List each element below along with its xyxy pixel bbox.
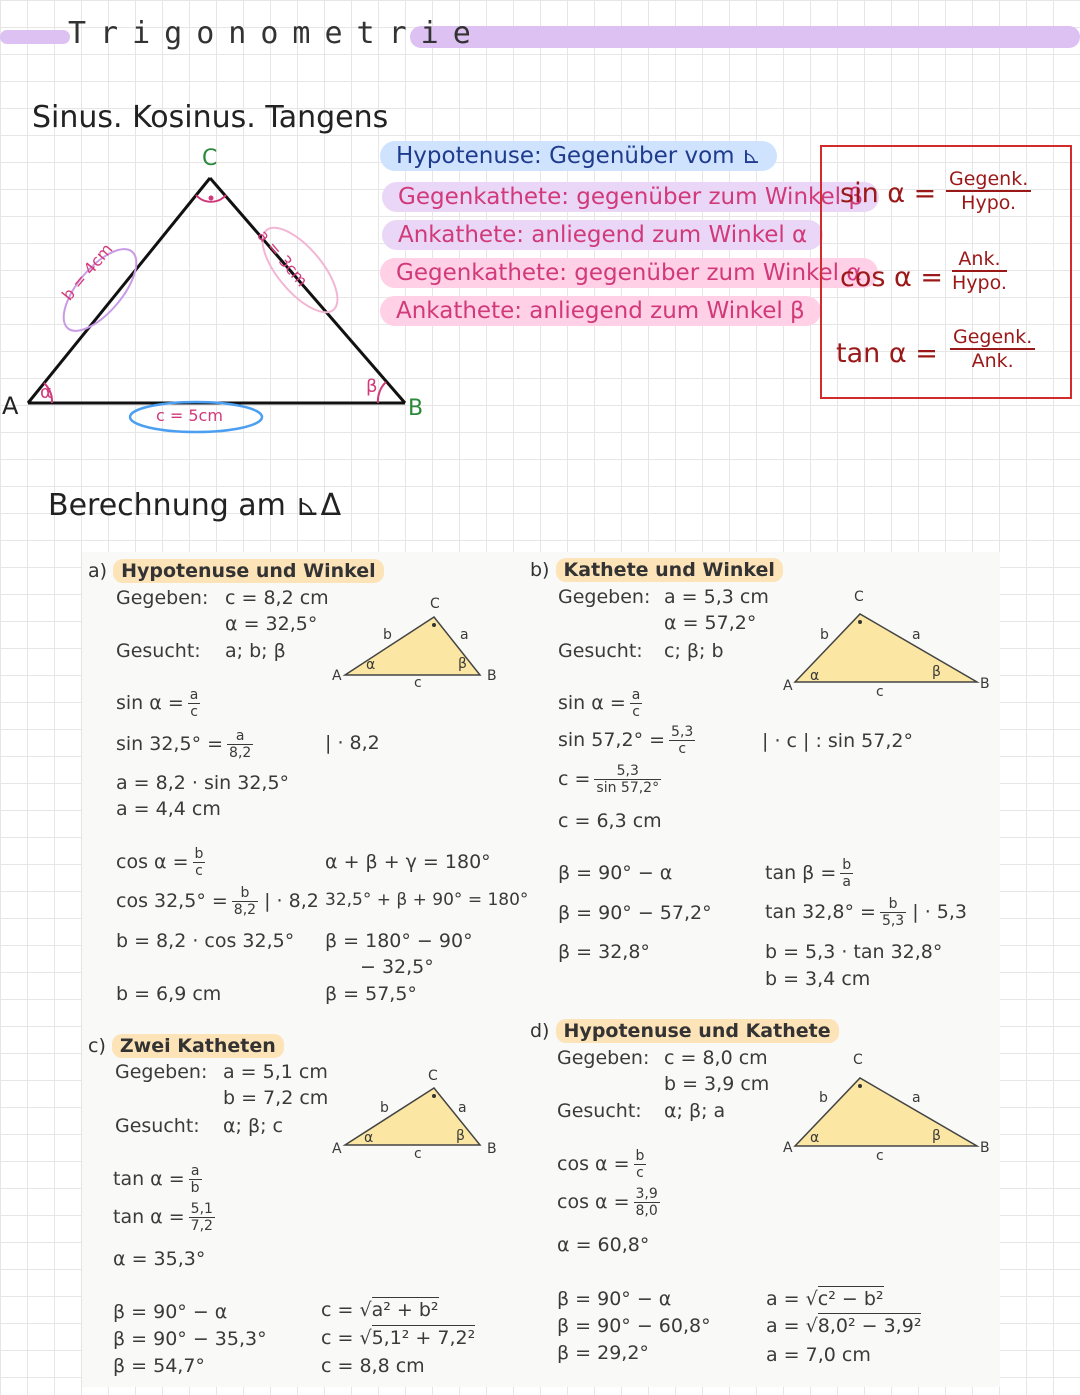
section-d-letter: d) [530, 1020, 550, 1042]
numerator: 5,1 [190, 1201, 213, 1217]
section-b-right-3: b = 5,3 · tan 32,8° [765, 941, 943, 963]
section-c-right-1-lhs: c = [321, 1299, 354, 1321]
denominator: 8,2 [229, 745, 252, 761]
section-d-right-2: a = √8,0² − 3,9² [766, 1315, 922, 1337]
fig-c-label-C: C [428, 1068, 438, 1084]
section-a-right-5: β = 57,5° [325, 983, 417, 1005]
sin-label: sin α = [840, 178, 937, 209]
sin-denominator: Hypo. [961, 192, 1017, 214]
section-a-line-7: b = 8,2 · cos 32,5° [116, 930, 295, 952]
fig-a-label-b: b [383, 627, 392, 643]
section-b-line-5: β = 90° − α [558, 862, 673, 884]
section-b-right-1-lhs: tan β = [765, 862, 837, 884]
vertex-c-label: C [202, 146, 218, 171]
section-b-right-1 [765, 857, 853, 890]
denominator: 8,2 [233, 902, 257, 918]
section-b-line-7: β = 32,8° [558, 941, 650, 963]
section-b-right-4: b = 3,4 cm [765, 968, 871, 990]
section-c-wanted: α; β; c [223, 1115, 283, 1137]
fig-a-label-A: A [332, 668, 342, 684]
tan-label: tan α = [836, 338, 938, 369]
section-d-right-1: a = √c² − b² [766, 1288, 884, 1310]
section-b-given-2: α = 57,2° [664, 612, 757, 634]
section-d-line-1-lhs: cos α = [557, 1153, 630, 1175]
section-b-line-1-lhs: sin α = [558, 692, 626, 714]
section-a-line-5 [116, 846, 205, 879]
section-d-line-6: β = 29,2° [557, 1342, 649, 1364]
vertex-a-label: A [2, 392, 19, 420]
section-c-line-2-lhs: tan α = [113, 1206, 185, 1228]
section-b-letter: b) [530, 559, 550, 581]
section-a-line-4: a = 4,4 cm [116, 798, 221, 820]
section-c-line-1-lhs: tan α = [113, 1168, 185, 1190]
section-c-given-1: a = 5,1 cm [223, 1061, 328, 1083]
fig-c-label-c: c [414, 1146, 422, 1162]
fig-b-label-C: C [854, 589, 864, 605]
section-d-line-2 [557, 1186, 660, 1219]
section-a-line-2 [116, 728, 253, 761]
section-c-right-1-radicand: a² + b² [371, 1299, 439, 1321]
section-c-line-5: β = 90° − 35,3° [113, 1328, 267, 1350]
denominator: 8,0 [635, 1203, 658, 1219]
section-d-line-3: α = 60,8° [557, 1234, 650, 1256]
section-b-line-1 [558, 687, 642, 720]
fig-d-label-B: B [980, 1140, 990, 1156]
section-a-right-3: β = 180° − 90° [325, 930, 473, 952]
section-d-line-5: β = 90° − 60,8° [557, 1315, 711, 1337]
calculation-title: Berechnung am ⊾Δ [48, 488, 342, 523]
numerator: 5,3 [671, 724, 694, 740]
denominator: a [842, 874, 851, 890]
angle-alpha-label: α [40, 382, 52, 403]
fig-a-label-beta: β [458, 656, 467, 672]
section-a-line-5-fraction [193, 846, 206, 879]
section-c-line-4: β = 90° − α [113, 1301, 228, 1323]
numerator: a [227, 728, 253, 745]
section-d-wanted-label: Gesucht: [557, 1100, 642, 1122]
section-d-line-2-lhs: cos α = [557, 1191, 630, 1213]
section-a-line-2-op: | · 8,2 [325, 732, 380, 754]
section-a-line-6-fraction [232, 885, 258, 918]
sin-numerator: Gegenk. [946, 168, 1031, 192]
title-highlight-right [410, 26, 1080, 48]
fig-b-label-B: B [980, 676, 990, 692]
section-a-given-1: c = 8,2 cm [225, 587, 329, 609]
section-c-letter: c) [88, 1035, 106, 1057]
fig-a-label-a: a [460, 627, 469, 643]
fig-d-label-b: b [819, 1090, 828, 1106]
side-b-label: b = 4cm [58, 239, 117, 305]
section-b-line-2-fraction [669, 724, 695, 757]
section-a-right-4: − 32,5° [360, 956, 434, 978]
section-d-heading [530, 1020, 839, 1042]
section-c-right-2: c = √5,1² + 7,2² [321, 1327, 476, 1349]
numerator: a [189, 687, 199, 703]
fig-d-label-alpha: α [810, 1130, 820, 1146]
triangle-figure-c [330, 1070, 505, 1155]
section-d-line-1-fraction [634, 1148, 647, 1181]
section-b-title: Kathete und Winkel [556, 558, 783, 582]
fig-c-label-b: b [380, 1100, 389, 1116]
section-b-line-2 [558, 724, 695, 757]
definition-gegenkathete-alpha: Gegenkathete: gegenüber zum Winkel α [380, 258, 878, 288]
section-b-right-2-lhs: tan 32,8° = [765, 901, 876, 923]
section-b-line-3 [558, 763, 661, 796]
section-b-given-label: Gegeben: [558, 586, 651, 608]
tan-fraction [950, 326, 1035, 372]
tan-numerator: Gegenk. [950, 326, 1035, 350]
section-b-heading [530, 559, 783, 581]
numerator: b [880, 896, 906, 913]
fig-c-label-a: a [458, 1100, 467, 1116]
fig-d-label-C: C [853, 1052, 863, 1068]
section-a-given-2: α = 32,5° [225, 613, 318, 635]
section-c-line-2 [113, 1201, 215, 1234]
section-d-title: Hypotenuse und Kathete [556, 1019, 839, 1043]
section-b-right-2 [765, 896, 967, 929]
section-b-wanted-label: Gesucht: [558, 640, 643, 662]
denominator: c [190, 704, 198, 720]
section-b-line-6: β = 90° − 57,2° [558, 902, 712, 924]
section-d-right-1-radicand: c² − b² [817, 1288, 884, 1310]
section-a-given-label: Gegeben: [116, 587, 209, 609]
fig-b-label-alpha: α [810, 668, 820, 684]
definition-ankathete-alpha: Ankathete: anliegend zum Winkel α [382, 220, 823, 250]
section-c-right-3: c = 8,8 cm [321, 1355, 425, 1377]
definition-gegenkathete-beta: Gegenkathete: gegenüber zum Winkel β [382, 182, 879, 212]
section-b-line-3-lhs: c = [558, 768, 591, 790]
fig-a-label-c: c [414, 675, 422, 691]
section-b-line-4: c = 6,3 cm [558, 810, 662, 832]
section-c-line-2-fraction [189, 1201, 215, 1234]
section-a-line-1-fraction [188, 687, 201, 720]
section-a-line-6-op: | · 8,2 [264, 890, 319, 912]
section-a-line-8: b = 6,9 cm [116, 983, 222, 1005]
fig-b-label-A: A [783, 678, 793, 694]
section-a-title: Hypotenuse und Winkel [113, 559, 384, 583]
section-a-line-3: a = 8,2 · sin 32,5° [116, 772, 290, 794]
section-b-right-1-fraction [840, 857, 853, 890]
tan-denominator: Ank. [971, 350, 1014, 372]
fig-b-label-c: c [876, 684, 884, 700]
section-d-line-2-fraction [634, 1186, 660, 1219]
section-c-title: Zwei Katheten [112, 1034, 284, 1058]
section-c-right-2-lhs: c = [321, 1327, 354, 1349]
section-a-line-6 [116, 885, 319, 918]
denominator: c [632, 704, 640, 720]
fig-d-label-beta: β [932, 1128, 941, 1144]
section-a-line-2-lhs: sin 32,5° = [116, 733, 224, 755]
denominator: 7,2 [190, 1218, 213, 1234]
title-highlight-left [0, 30, 70, 44]
fig-c-label-beta: β [456, 1128, 465, 1144]
angle-beta-label: β [366, 376, 378, 397]
section-b-line-2-op: | · c | : sin 57,2° [762, 730, 913, 752]
section-c-given-2: b = 7,2 cm [223, 1087, 329, 1109]
cos-fraction [952, 248, 1007, 294]
cos-label: cos α = [840, 262, 944, 293]
definition-ankathete-beta: Ankathete: anliegend zum Winkel β [380, 296, 821, 326]
fig-d-label-c: c [876, 1148, 884, 1164]
section-b-given-1: a = 5,3 cm [664, 586, 769, 608]
fig-a-label-B: B [487, 668, 497, 684]
section-a-wanted-label: Gesucht: [116, 640, 201, 662]
section-c-line-6: β = 54,7° [113, 1355, 205, 1377]
section-a-line-5-lhs: cos α = [116, 851, 189, 873]
section-c-right-1: c = √a² + b² [321, 1299, 439, 1321]
vertex-b-label: B [408, 396, 424, 421]
section-a-line-6-lhs: cos 32,5° = [116, 890, 228, 912]
numerator: a [189, 1163, 202, 1180]
section-b-line-2-lhs: sin 57,2° = [558, 729, 666, 751]
numerator: b [232, 885, 258, 902]
section-d-given-label: Gegeben: [557, 1047, 650, 1069]
fig-a-label-C: C [430, 596, 440, 612]
section-a-line-1-lhs: sin α = [116, 692, 184, 714]
fig-a-label-alpha: α [366, 657, 376, 673]
section-c-heading [88, 1035, 284, 1057]
section-a-line-1 [116, 687, 200, 720]
section-b-line-1-fraction [630, 687, 643, 720]
section-b-right-2-fraction [880, 896, 906, 929]
fig-c-label-A: A [332, 1141, 342, 1157]
fig-d-label-A: A [783, 1140, 793, 1156]
section-d-given-1: c = 8,0 cm [664, 1047, 768, 1069]
section-c-line-3: α = 35,3° [113, 1248, 206, 1270]
section-a-right-2: 32,5° + β + 90° = 180° [325, 890, 529, 910]
subtitle: Sinus. Kosinus. Tangens [32, 100, 389, 135]
section-c-line-1-fraction [189, 1163, 202, 1196]
side-a-label: a = 3cm [253, 226, 312, 291]
section-d-given-2: b = 3,9 cm [664, 1073, 770, 1095]
side-c-label: c = 5cm [156, 406, 223, 425]
section-b-wanted: c; β; b [664, 640, 724, 662]
section-c-line-1 [113, 1163, 202, 1196]
fig-b-label-b: b [820, 627, 829, 643]
cos-numerator: Ank. [952, 248, 1007, 272]
denominator: b [190, 1180, 200, 1196]
section-b-right-2-op: | · 5,3 [912, 901, 968, 923]
section-d-line-4: β = 90° − α [557, 1288, 672, 1310]
section-a-heading [88, 560, 384, 582]
numerator: b [194, 846, 204, 862]
page-title: Trigonometrie [68, 16, 485, 51]
numerator: a [631, 687, 641, 703]
fig-c-label-alpha: α [364, 1130, 374, 1146]
denominator: c [195, 863, 203, 879]
section-d-line-1 [557, 1148, 646, 1181]
section-a-letter: a) [88, 560, 108, 582]
denominator: c [678, 741, 687, 757]
denominator: 5,3 [881, 913, 905, 929]
definition-hypotenuse: Hypotenuse: Gegenüber vom ⊾ [380, 141, 777, 171]
fig-d-label-a: a [912, 1090, 921, 1106]
sin-fraction [946, 168, 1031, 214]
section-d-right-1-lhs: a = [766, 1288, 800, 1310]
section-d-right-3: a = 7,0 cm [766, 1344, 871, 1366]
denominator: sin 57,2° [596, 780, 660, 796]
numerator: b [635, 1148, 645, 1164]
denominator: c [636, 1165, 644, 1181]
numerator: 5,3 [594, 763, 661, 780]
section-d-right-2-radicand: 8,0² − 3,9² [817, 1315, 922, 1337]
section-c-right-2-radicand: 5,1² + 7,2² [371, 1327, 476, 1349]
fig-b-label-a: a [912, 627, 921, 643]
numerator: 3,9 [635, 1186, 658, 1202]
section-c-wanted-label: Gesucht: [115, 1115, 200, 1137]
section-a-wanted: a; b; β [225, 640, 286, 662]
section-d-right-2-lhs: a = [766, 1315, 800, 1337]
section-c-given-label: Gegeben: [115, 1061, 208, 1083]
section-a-line-2-fraction [227, 728, 253, 761]
fig-b-label-beta: β [932, 664, 941, 680]
section-a-right-1: α + β + γ = 180° [325, 851, 491, 873]
section-b-line-3-fraction [594, 763, 661, 796]
cos-denominator: Hypo. [952, 272, 1007, 294]
numerator: b [842, 857, 852, 873]
section-d-wanted: α; β; a [664, 1100, 726, 1122]
fig-c-label-B: B [487, 1141, 497, 1157]
